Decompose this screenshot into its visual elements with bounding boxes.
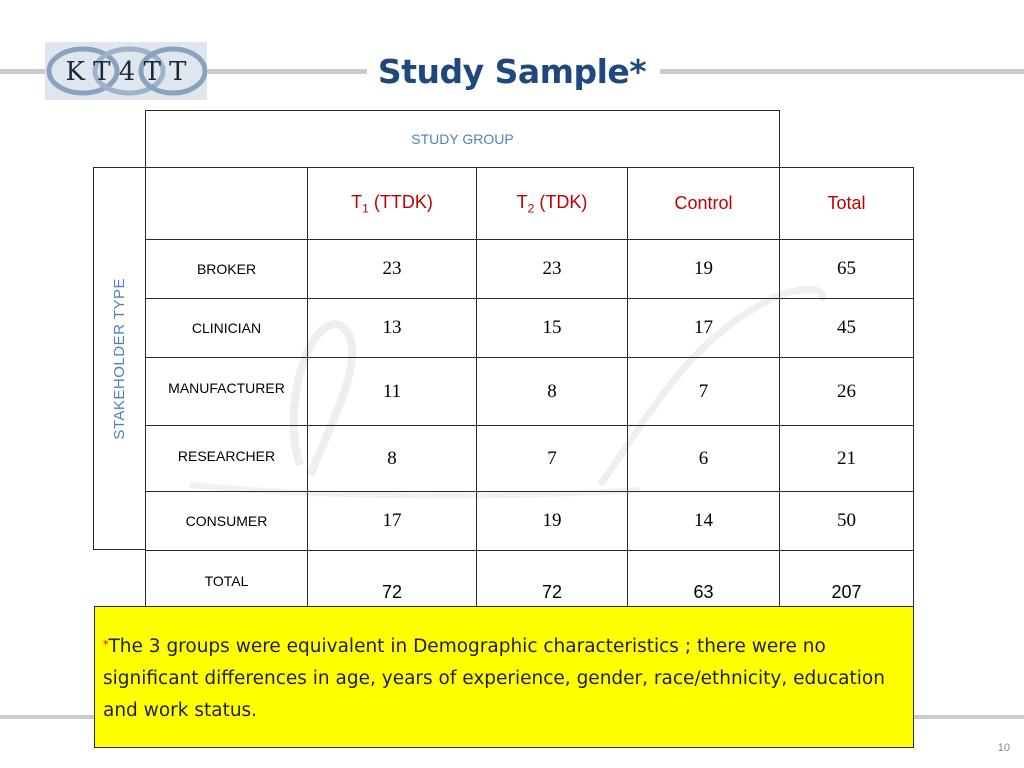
total-value: 63 <box>693 582 714 602</box>
stakeholder-type-header <box>93 167 146 550</box>
table-cell <box>627 357 780 426</box>
cell-value: 8 <box>387 447 397 469</box>
row-label <box>145 425 308 492</box>
table-cell <box>779 357 914 426</box>
cell-value: 17 <box>694 317 713 338</box>
table-cell <box>307 239 477 299</box>
cell-value: 6 <box>698 447 709 469</box>
column-header <box>476 167 628 240</box>
cell-value: 26 <box>837 380 856 402</box>
column-header-text: Total <box>827 193 866 213</box>
total-value: 207 <box>831 582 862 602</box>
cell-value: 19 <box>694 258 713 279</box>
row-label <box>145 298 308 358</box>
cell-value: 23 <box>382 258 402 279</box>
cell-value: 65 <box>837 258 856 279</box>
table-cell <box>779 298 914 358</box>
table-cell <box>307 491 477 551</box>
row-label-text: BROKER <box>196 261 257 277</box>
table-cell <box>779 425 914 492</box>
table-cell <box>627 491 780 551</box>
cell-value: 19 <box>542 510 562 531</box>
cell-value: 14 <box>694 510 713 531</box>
total-cell <box>307 550 477 610</box>
column-header <box>779 167 914 240</box>
table-cell <box>307 298 477 358</box>
row-label-text: TOTAL <box>204 573 249 589</box>
study-group-label: STUDY GROUP <box>411 131 514 147</box>
cell-value: 15 <box>542 317 562 338</box>
total-cell <box>779 550 914 610</box>
row-label <box>145 491 308 551</box>
stakeholder-type-label: STAKEHOLDER TYPE <box>111 277 128 440</box>
total-value: 72 <box>381 582 403 602</box>
cell-value: 8 <box>547 380 557 402</box>
cell-value: 7 <box>547 447 557 469</box>
cell-value: 23 <box>542 258 562 279</box>
footnote-box <box>94 606 914 748</box>
footnote-text: The 3 groups were equivalent in Demographic characteristics ; there were no significant differences in age, years of experience, gender, race/ethnicity, education and work status. <box>103 636 885 721</box>
table-cell <box>476 298 628 358</box>
table-cell <box>627 425 780 492</box>
total-value: 72 <box>541 582 563 602</box>
corner-cell <box>145 167 308 240</box>
total-cell <box>627 550 780 610</box>
row-label <box>145 357 308 426</box>
column-header-text: $T_2$ (TDK) <box>516 191 588 216</box>
cell-value: 21 <box>837 447 856 469</box>
kt4tt-logo <box>45 42 207 100</box>
column-header <box>627 167 780 240</box>
row-label-text: RESEARCHER <box>177 448 276 464</box>
row-label-text: CONSUMER <box>185 513 268 529</box>
cell-value: 7 <box>698 380 709 402</box>
header-rule-left <box>0 69 45 74</box>
table-cell <box>476 357 628 426</box>
column-header-text: $T_1$ (TTDK) <box>351 191 433 216</box>
table-cell <box>779 491 914 551</box>
cell-value: 17 <box>382 510 402 531</box>
table-cell <box>627 239 780 299</box>
total-cell <box>476 550 628 610</box>
cell-value: 13 <box>382 317 402 338</box>
row-label-text: MANUFACTURER <box>168 380 285 396</box>
total-row-label <box>145 550 308 610</box>
table-cell <box>476 491 628 551</box>
study-group-header <box>145 110 780 168</box>
row-label-text: CLINICIAN <box>191 320 262 336</box>
table-cell <box>476 425 628 492</box>
page-number: 10 <box>997 742 1010 754</box>
cell-value: 45 <box>837 317 856 338</box>
footnote-star: * <box>103 638 109 651</box>
table-cell <box>627 298 780 358</box>
column-header <box>307 167 477 240</box>
table-cell <box>779 239 914 299</box>
row-label <box>145 239 308 299</box>
table-cell <box>307 357 477 426</box>
cell-value: 50 <box>837 510 856 531</box>
table-cell <box>476 239 628 299</box>
cell-value: 11 <box>382 380 402 402</box>
column-header-text: Control <box>674 193 733 213</box>
logo-text: K T 4 T T <box>65 57 187 87</box>
table-cell <box>307 425 477 492</box>
page-title: Study Sample* <box>377 52 647 91</box>
